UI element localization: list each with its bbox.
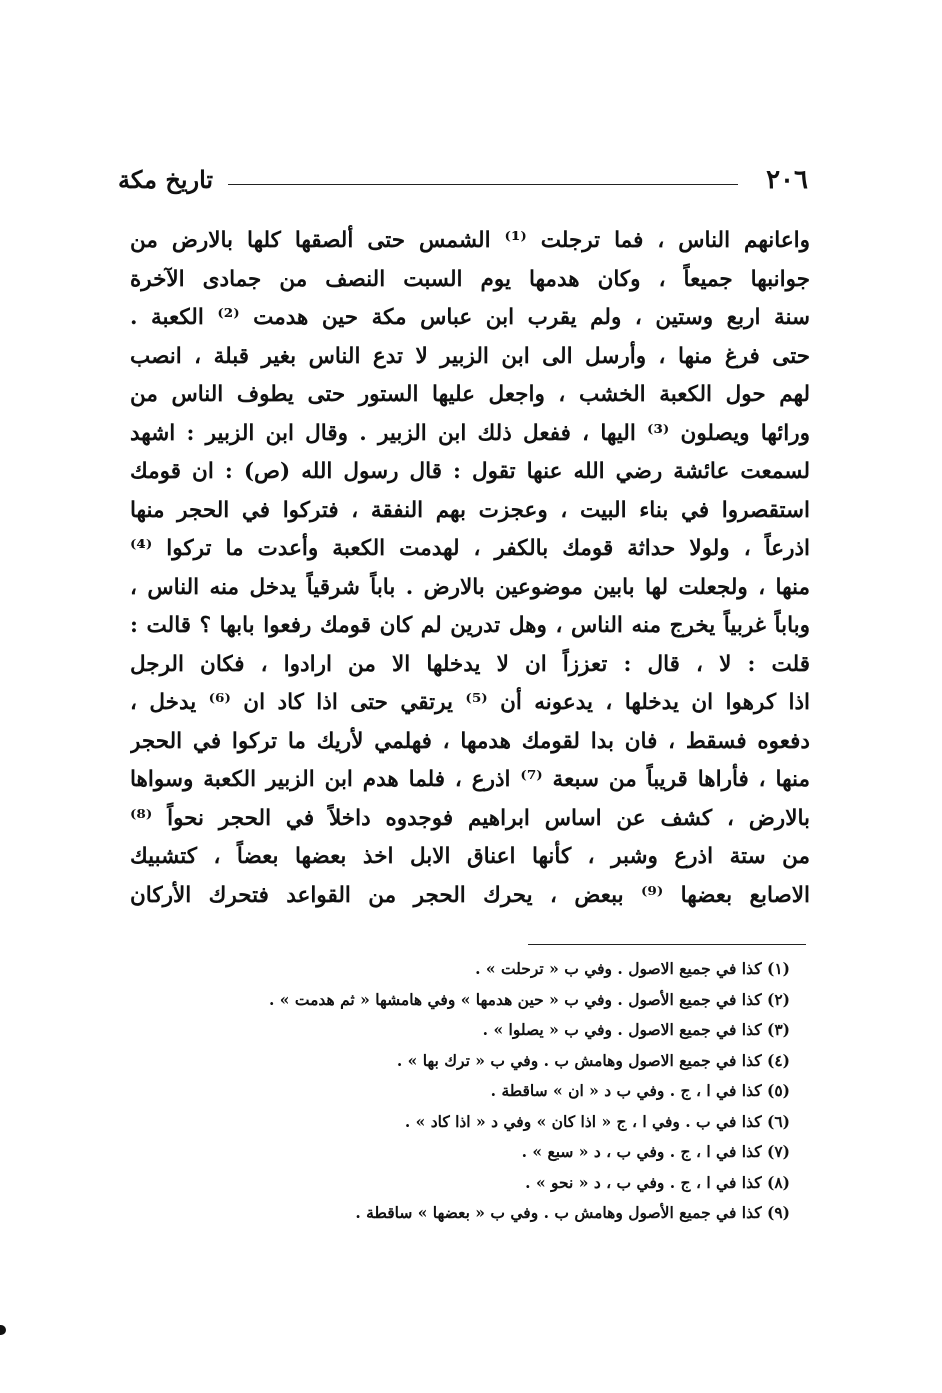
text-line: حتى فرغ منها ، وأرسل الى ابن الزبير لا تدع الناس بغير قبلة ، انصب [130,343,810,369]
text-line: منها ، ولجعلت لها بابين موضوعين بالارض . باباً شرقياً يدخل منه الناس ، [130,574,810,600]
footnote: (٢) كذا في جميع الأصول . وفي ب « حين هدمها » وفي هامشها « ثم هدمت » . [269,989,790,1009]
text-line: بالارض ، كشف عن اساس ابراهيم فوجدوه داخلاً في الحجر نحواً ⁽⁸⁾ [130,805,810,831]
footnote: (١) كذا في جميع الاصول . وفي ب « ترحلت » . [475,959,790,978]
scan-edge-mark [0,1325,6,1335]
text-line: من ستة اذرع وشبر ، كأنها اعناق الابل اخذ بعضها بعضاً ، كتشبيك [130,844,810,869]
header-rule [228,184,738,185]
text-line: لسمعت عائشة رضي الله عنها تقول : قال رسول الله (ص) : ان قومك [130,459,810,484]
footnote: (٩) كذا في جميع الأصول وهامش ب . وفي ب « بعضها » ساقطة . [355,1203,790,1222]
text-line: اذا كرهوا ان يدخلها ، يدعونه أن ⁽⁵⁾ يرتقي حتى اذا كاد ان ⁽⁶⁾ يدخل ، [130,690,810,715]
text-line: لهم حول الكعبة الخشب ، واجعل عليها الستور حتى يطوف الناس من [130,382,810,407]
text-line: اذرعاً ، ولولا حداثة قومك بالكفر ، لهدمت الكعبة وأعدت ما تركوا ⁽⁴⁾ [130,536,810,561]
text-line: قلت : لا ، قال : تعززاً ان لا يدخلها الا من ارادوا ، فكان الرجل [130,651,810,677]
footnote: (٣) كذا في جميع الاصول . وفي ب « يصلوا » . [482,1020,790,1039]
footnotes [269,954,790,1229]
footnote: (٨) كذا في ا ، ج . وفي ب ، د « نحو » . [525,1172,790,1192]
text-line: سنة اربع وستين ، ولم يقرب ابن عباس مكة حين هدمت ⁽²⁾ الكعبة . [130,305,810,330]
text-line: واعانهم الناس ، فما ترجلت ⁽¹⁾ الشمس حتى ألصقها كلها بالارض من [130,228,810,253]
text-line: استقصروا في بناء البيت ، وعجزت بهم النفقة ، فتركوا في الحجر منها [130,497,810,523]
footnote: (٧) كذا في ا ، ج . وفي ب ، د « سبع » . [521,1142,790,1161]
text-line: جوانبها جميعاً ، وكان هدمها يوم السبت النصف من جمادى الآخرة [130,266,810,292]
main-text [130,222,810,915]
footnote: (٦) كذا في ب . وفي ا ، ج « اذا كان » وفي د « اذا كاد » . [404,1111,790,1131]
text-line: منها ، فأراها قريباً من سبعة ⁽⁷⁾ اذرع ، فلما هدم ابن الزبير الكعبة وسواها [130,767,810,792]
text-line: ورائها ويصلون ⁽³⁾ اليها ، ففعل ذلك ابن الزبير . وقال ابن الزبير : اشهد [130,420,810,446]
text-line: الاصابع بعضها ⁽⁹⁾ ببعض ، يحرك الحجر من القواعد فتحرك الأركان [130,882,810,908]
footnote: (٥) كذا في ا ، ج . وفي ب د « ان » ساقطة . [490,1081,790,1100]
footnote-separator [528,944,806,945]
text-line: دفعوه فسقط ، فان بدا لقومك هدمها ، فهلمي لأريك ما تركوا في الحجر [130,728,810,754]
footnote: (٤) كذا في جميع الاصول وهامش ب . وفي ب « ترك بها » . [396,1050,790,1070]
page-number: ٢٠٦ [766,165,808,195]
text-line: وباباً غربياً يخرج منه الناس ، وهل تدرين لم كان قومك رفعوا بابها ؟ قالت : [130,613,810,638]
page-header [118,160,808,200]
running-title: تاريخ مكة [118,165,214,194]
